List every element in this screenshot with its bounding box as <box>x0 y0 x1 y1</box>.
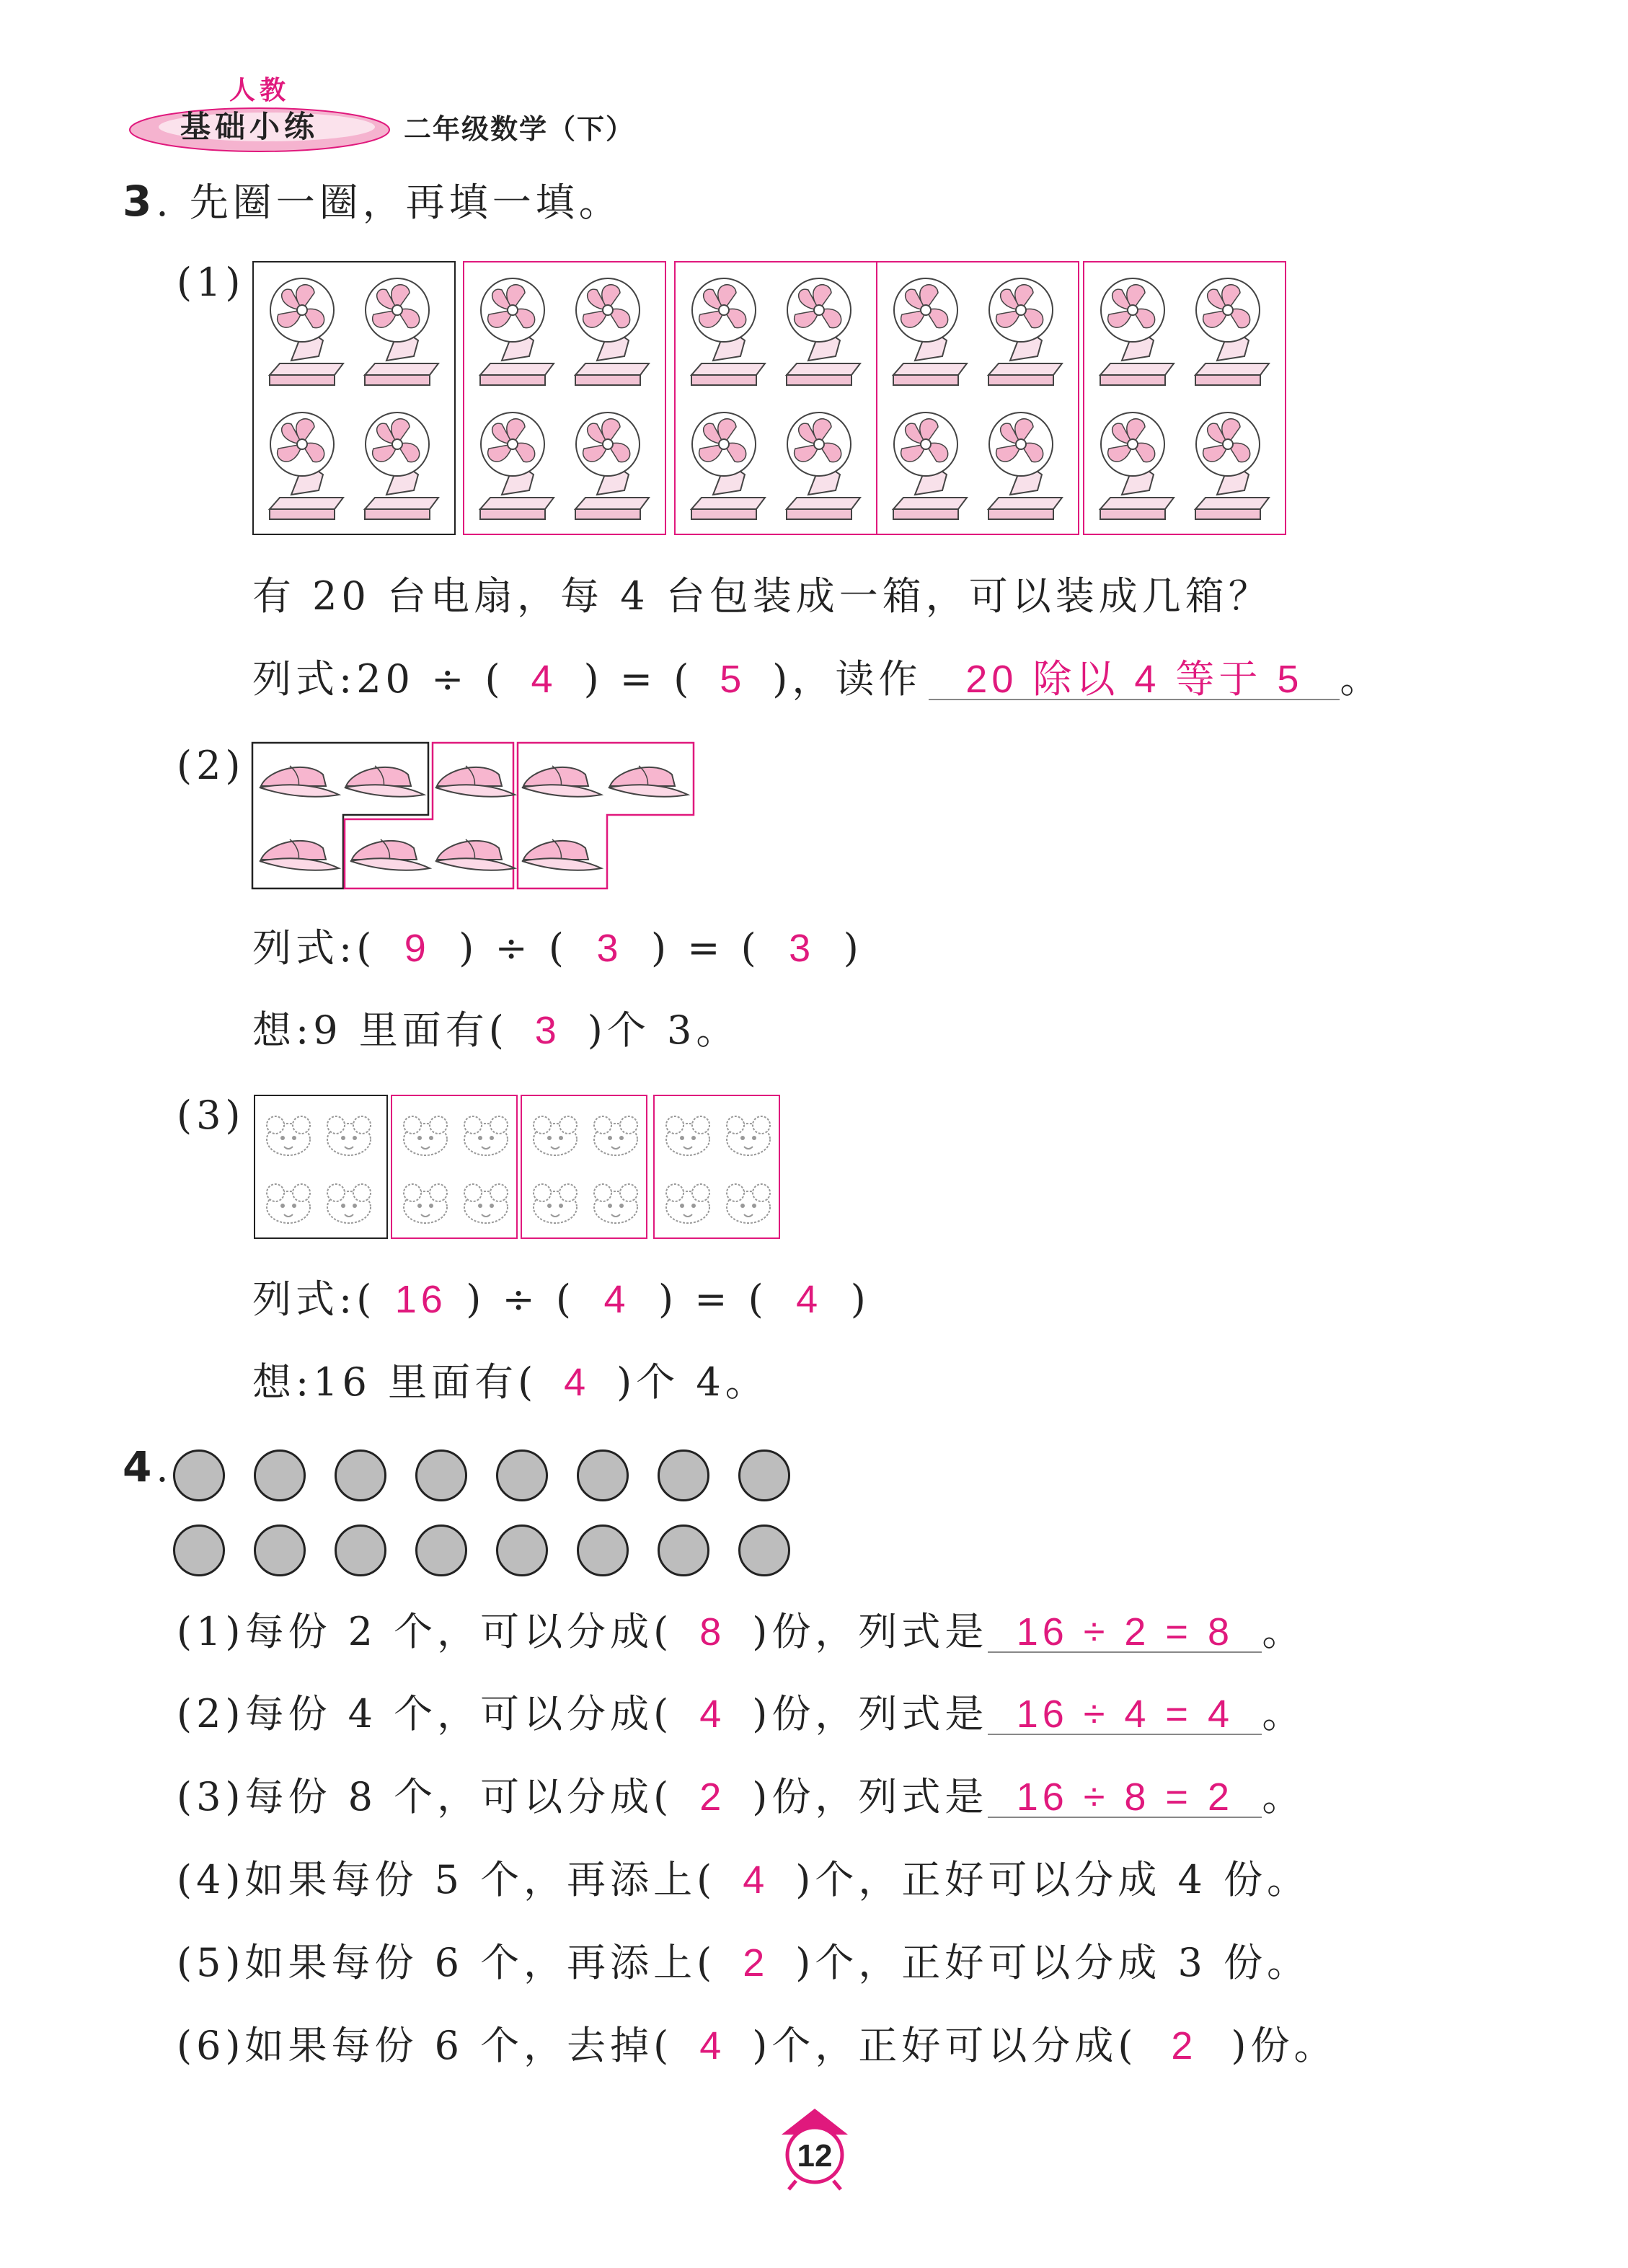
item-label: (6) <box>177 2023 245 2068</box>
q3-number: 3 <box>123 177 156 226</box>
counter-circle <box>335 1450 386 1501</box>
q4-item <box>177 1857 1311 1902</box>
animal-icon <box>659 1111 717 1164</box>
formula-answer: 16 ÷ 8 = 2 <box>988 1778 1262 1818</box>
formula-prefix: 列式:20 ÷ ( <box>252 656 505 702</box>
q4-item <box>177 2023 1337 2068</box>
animal-icon <box>320 1178 378 1232</box>
animal-icon <box>526 1178 584 1232</box>
item-label: (5) <box>177 1940 245 1985</box>
item-text: )个，正好可以分成 4 份。 <box>795 1857 1311 1902</box>
animal-icon <box>587 1111 645 1164</box>
q3-p3-label: (3) <box>177 1093 245 1138</box>
formula-answer: 16 ÷ 4 = 4 <box>988 1695 1262 1735</box>
item-text: 每份 8 个，可以分成( <box>244 1774 673 1819</box>
item-text: )份，列式是 <box>752 1774 988 1819</box>
publisher-label: 人教 <box>229 76 291 105</box>
animal-icon <box>587 1178 645 1232</box>
cap-icon <box>433 828 518 881</box>
item-text: )份，列式是 <box>752 1609 988 1654</box>
answer-blank: 4 <box>699 2024 726 2068</box>
cap-group-outlines <box>0 0 1628 909</box>
counter-circle <box>415 1524 467 1576</box>
item-label: (4) <box>177 1857 245 1902</box>
q4-item <box>177 1940 1311 1985</box>
answer-blank: 2 <box>1171 2024 1198 2068</box>
q3-title: . 先圈一圈，再填一填。 <box>156 180 622 225</box>
reading-answer: 20 除以 4 等于 5 <box>929 660 1340 700</box>
animal-icon <box>457 1111 515 1164</box>
counter-circle <box>415 1450 467 1501</box>
animal-icon <box>720 1111 777 1164</box>
q3-p1-label: (1) <box>177 260 245 305</box>
formula-op: ) ÷ ( <box>459 925 568 971</box>
animal-group-box <box>653 1095 780 1239</box>
answer-blank: 5 <box>720 658 746 701</box>
item-end: 。 <box>1262 1609 1306 1654</box>
item-text: )个，正好可以分成 3 份。 <box>795 1940 1311 1985</box>
answer-blank: 4 <box>743 1858 769 1902</box>
answer-blank: 2 <box>743 1941 769 1985</box>
q4-item <box>177 1609 1306 1654</box>
series-title: 基础小练 <box>180 109 319 144</box>
answer-blank: 4 <box>699 1693 726 1736</box>
counter-circle <box>738 1450 790 1501</box>
formula-close: ) <box>850 1276 870 1322</box>
counter-circle <box>658 1450 709 1501</box>
page-number: 12 <box>797 2138 833 2174</box>
counter-circle <box>496 1524 548 1576</box>
q3-p2-formula <box>252 925 863 971</box>
answer-blank: 16 <box>394 1278 447 1321</box>
cap-icon <box>257 754 342 808</box>
answer-blank: 3 <box>534 1009 561 1052</box>
q4-item <box>177 1774 1306 1819</box>
q4-dot: . <box>156 1445 173 1491</box>
formula-op: ) = ( <box>650 925 761 971</box>
animal-icon <box>659 1178 717 1232</box>
answer-blank: 3 <box>596 927 623 970</box>
animal-icon <box>320 1111 378 1164</box>
item-text: 每份 2 个，可以分成( <box>244 1609 673 1654</box>
answer-blank: 4 <box>796 1278 823 1321</box>
counter-circle <box>173 1450 225 1501</box>
item-label: (2) <box>177 1691 245 1737</box>
answer-blank: 9 <box>404 927 430 970</box>
q3-p1-question: 有 20 台电扇，每 4 台包装成一箱，可以装成几箱？ <box>252 573 1272 619</box>
formula-op: ) ÷ ( <box>466 1276 575 1322</box>
counter-circle <box>738 1524 790 1576</box>
answer-blank: 8 <box>699 1610 726 1654</box>
answer-blank: 4 <box>531 658 557 701</box>
cap-icon <box>348 828 433 881</box>
q3-p3-think <box>252 1359 769 1405</box>
q3-p2-label: (2) <box>177 743 245 788</box>
answer-blank: 2 <box>699 1775 726 1819</box>
q4-number: 4 <box>123 1442 156 1491</box>
animal-group-box <box>391 1095 518 1239</box>
think-prefix: 想:16 里面有( <box>252 1359 538 1405</box>
item-label: (3) <box>177 1774 245 1819</box>
counter-circle <box>658 1524 709 1576</box>
cap-icon <box>606 754 691 808</box>
counter-circle <box>335 1524 386 1576</box>
animal-icon <box>526 1111 584 1164</box>
answer-blank: 4 <box>564 1361 590 1404</box>
item-text: 如果每份 6 个，再添上( <box>244 1940 717 1985</box>
animal-icon <box>397 1178 454 1232</box>
item-text: 如果每份 5 个，再添上( <box>244 1857 717 1902</box>
answer-blank: 3 <box>789 927 815 970</box>
cap-icon <box>519 828 604 881</box>
counter-circle <box>173 1524 225 1576</box>
formula-answer: 16 ÷ 2 = 8 <box>988 1612 1262 1653</box>
q4-item <box>177 1691 1306 1737</box>
q3-p3-formula <box>252 1276 870 1322</box>
animal-group-box <box>254 1095 388 1239</box>
counter-circle <box>254 1450 306 1501</box>
cap-icon <box>257 828 342 881</box>
item-text: )个，正好可以分成( <box>752 2023 1138 2068</box>
answer-blank: 4 <box>603 1278 630 1321</box>
item-end: 。 <box>1262 1774 1306 1819</box>
think-prefix: 想:9 里面有( <box>252 1007 508 1053</box>
formula-end: 。 <box>1340 656 1384 702</box>
formula-close: ) <box>843 925 863 971</box>
formula-mid: )，读作 <box>772 656 922 702</box>
item-end: )份。 <box>1231 2023 1337 2068</box>
item-text: )份，列式是 <box>752 1691 988 1737</box>
animal-icon <box>397 1111 454 1164</box>
formula-op: ) = ( <box>658 1276 768 1322</box>
subject-title: 二年级数学（下） <box>404 113 635 145</box>
q3-p2-think <box>252 1007 740 1053</box>
counter-circle <box>254 1524 306 1576</box>
item-text: 如果每份 6 个，去掉( <box>244 2023 673 2068</box>
counter-circle <box>577 1450 629 1501</box>
item-text: 每份 4 个，可以分成( <box>244 1691 673 1737</box>
animal-icon <box>260 1111 317 1164</box>
formula-mid: ) = ( <box>583 656 694 702</box>
cap-icon <box>342 754 427 808</box>
cap-icon <box>519 754 604 808</box>
think-suffix: )个 3。 <box>587 1007 740 1053</box>
formula-prefix: 列式:( <box>252 1276 376 1322</box>
q4-heading <box>123 1442 173 1491</box>
item-end: 。 <box>1262 1691 1306 1737</box>
animal-icon <box>457 1178 515 1232</box>
counter-circle <box>577 1524 629 1576</box>
animal-group-box <box>521 1095 647 1239</box>
cap-icon <box>433 754 518 808</box>
formula-prefix: 列式:( <box>252 925 376 971</box>
animal-icon <box>260 1178 317 1232</box>
counter-circle <box>496 1450 548 1501</box>
item-label: (1) <box>177 1609 245 1654</box>
animal-icon <box>720 1178 777 1232</box>
think-suffix: )个 4。 <box>616 1359 769 1405</box>
